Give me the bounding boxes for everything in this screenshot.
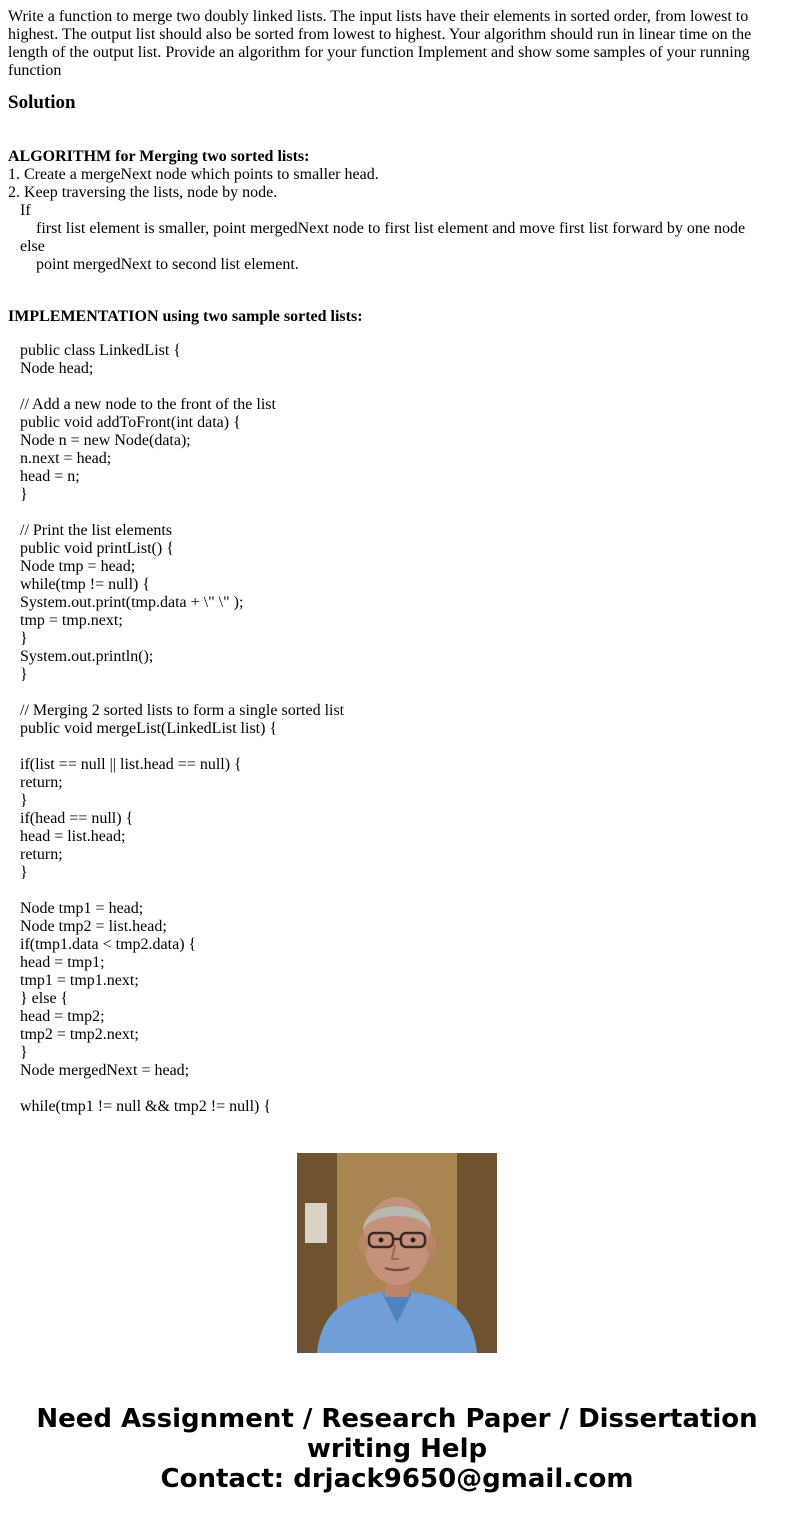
author-avatar — [297, 1153, 497, 1353]
code-line: } — [20, 666, 28, 683]
code-line — [20, 882, 768, 900]
code-line: public class LinkedList { — [20, 342, 181, 359]
code-line: Node tmp1 = head; — [20, 900, 144, 917]
code-line: tmp1 = tmp1.next; — [20, 972, 139, 989]
code-line: if(tmp1.data < tmp2.data) { — [20, 936, 197, 953]
code-line: head = tmp2; — [20, 1008, 105, 1025]
code-line: tmp2 = tmp2.next; — [20, 1026, 139, 1043]
algorithm-if-label: If — [20, 202, 31, 219]
code-line — [20, 1080, 768, 1098]
code-line: Node tmp = head; — [20, 558, 136, 575]
code-line: return; — [20, 846, 63, 863]
code-line: } — [20, 1044, 28, 1061]
code-line: head = n; — [20, 468, 80, 485]
code-line: if(list == null || list.head == null) { — [20, 756, 242, 773]
code-line: head = list.head; — [20, 828, 126, 845]
code-line: while(tmp1 != null && tmp2 != null) { — [20, 1098, 272, 1115]
code-line: } — [20, 792, 28, 809]
footer-line-1: Need Assignment / Research Paper / Dissertation — [36, 1404, 758, 1434]
code-line: Node tmp2 = list.head; — [20, 918, 167, 935]
code-line: while(tmp != null) { — [20, 576, 151, 593]
algorithm-step-2: 2. Keep traversing the lists, node by node. — [8, 184, 278, 201]
algorithm-if-body: first list element is smaller, point mergedNext node to first list element and move first list forward by one node — [36, 220, 746, 237]
question-text: Write a function to merge two doubly linked lists. The input lists have their elements in sorted order, from lowest to highest. The output list should also be sorted from lowest to highest. Your algorithm should run in linear time on the length of the output list. Provide an algorithm for your function Implement and show some samples of your running function — [8, 8, 752, 79]
person-portrait-icon — [297, 1153, 497, 1353]
algorithm-else-body: point mergedNext to second list element. — [36, 256, 299, 273]
implementation-title: IMPLEMENTATION using two sample sorted lists: — [8, 308, 363, 325]
footer-banner — [0, 1404, 794, 1494]
code-block — [20, 342, 768, 1115]
code-line: public void addToFront(int data) { — [20, 414, 241, 431]
code-line: public void mergeList(LinkedList list) { — [20, 720, 278, 737]
code-line: // Merging 2 sorted lists to form a single sorted list — [20, 702, 345, 719]
code-line: // Print the list elements — [20, 522, 172, 539]
code-line: Node head; — [20, 360, 94, 377]
code-line — [20, 684, 768, 702]
code-line: tmp = tmp.next; — [20, 612, 123, 629]
footer-contact: Contact: drjack9650@gmail.com — [160, 1464, 634, 1494]
footer-line-2: writing Help — [306, 1434, 488, 1464]
solution-heading: Solution — [8, 92, 76, 113]
code-line: } else { — [20, 990, 69, 1007]
code-line: head = tmp1; — [20, 954, 105, 971]
code-line: } — [20, 630, 28, 647]
implementation-section — [8, 308, 768, 1115]
code-line: return; — [20, 774, 63, 791]
algorithm-section — [8, 148, 768, 274]
code-line: n.next = head; — [20, 450, 112, 467]
algorithm-title: ALGORITHM for Merging two sorted lists: — [8, 148, 310, 165]
algorithm-else-label: else — [20, 238, 45, 255]
algorithm-step-1: 1. Create a mergeNext node which points to smaller head. — [8, 166, 379, 183]
code-line: Node n = new Node(data); — [20, 432, 191, 449]
code-line: System.out.print(tmp.data + \" \" ); — [20, 594, 244, 611]
code-line: if(head == null) { — [20, 810, 134, 827]
code-line: Node mergedNext = head; — [20, 1062, 190, 1079]
code-line — [20, 378, 768, 396]
code-line: System.out.println(); — [20, 648, 154, 665]
code-line — [20, 504, 768, 522]
code-line — [20, 738, 768, 756]
code-line: // Add a new node to the front of the list — [20, 396, 276, 413]
code-line: } — [20, 486, 28, 503]
document-body — [8, 8, 768, 1115]
code-line: public void printList() { — [20, 540, 174, 557]
code-line: } — [20, 864, 28, 881]
